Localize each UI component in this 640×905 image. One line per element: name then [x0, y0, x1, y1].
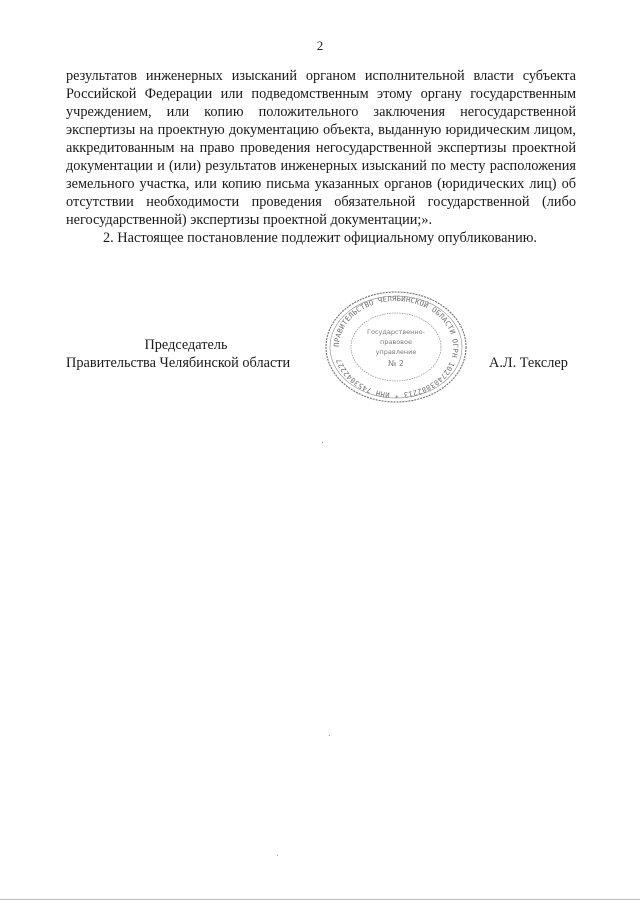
page-bottom-edge	[0, 899, 640, 900]
body-paragraph-continued: результатов инженерных изысканий органом исполнительной власти субъекта Российской Федерации или подведомственным этому органу государственным учреждением, или копию положительного заключения негосударственной экспертизы на проектную документацию объекта, выданную юридическим лицом, аккредитованным на право проведения негосударственной экспертизы проектной документации и (или) результатов инженерных изысканий по месту расположения земельного участка, или копию письма указанных органов (юридических лиц) об отсутствии необходимости проведения обязательной государственной (либо негосударственной) экспертизы проектной документации;».	[66, 68, 576, 228]
signature-title-line-1: Председатель	[144, 337, 228, 353]
stamp-inner-line-2: правовое	[380, 338, 412, 346]
signer-name: А.Л. Текслер	[489, 355, 568, 371]
stamp-inner-line-4: № 2	[388, 359, 404, 368]
scan-speck	[329, 735, 330, 736]
signature-block	[66, 336, 306, 372]
stamp-inner-line-1: Государственно-	[367, 328, 425, 336]
stamp-inner-line-3: управление	[375, 348, 417, 356]
page-number: 2	[316, 38, 324, 53]
scan-speck	[322, 442, 323, 443]
stamp-outer-text: ПРАВИТЕЛЬСТВО ЧЕЛЯБИНСКОЙ ОБЛАСТИ ОГРН 1027403882213 * ИНН 7453042227	[331, 293, 461, 401]
scan-speck	[277, 855, 278, 856]
signature-title-line-2: Правительства Челябинской области	[66, 355, 291, 371]
official-stamp	[323, 290, 469, 404]
document-body	[66, 67, 576, 247]
body-paragraph-2: 2. Настоящее постановление подлежит официальному опубликованию.	[103, 230, 538, 246]
